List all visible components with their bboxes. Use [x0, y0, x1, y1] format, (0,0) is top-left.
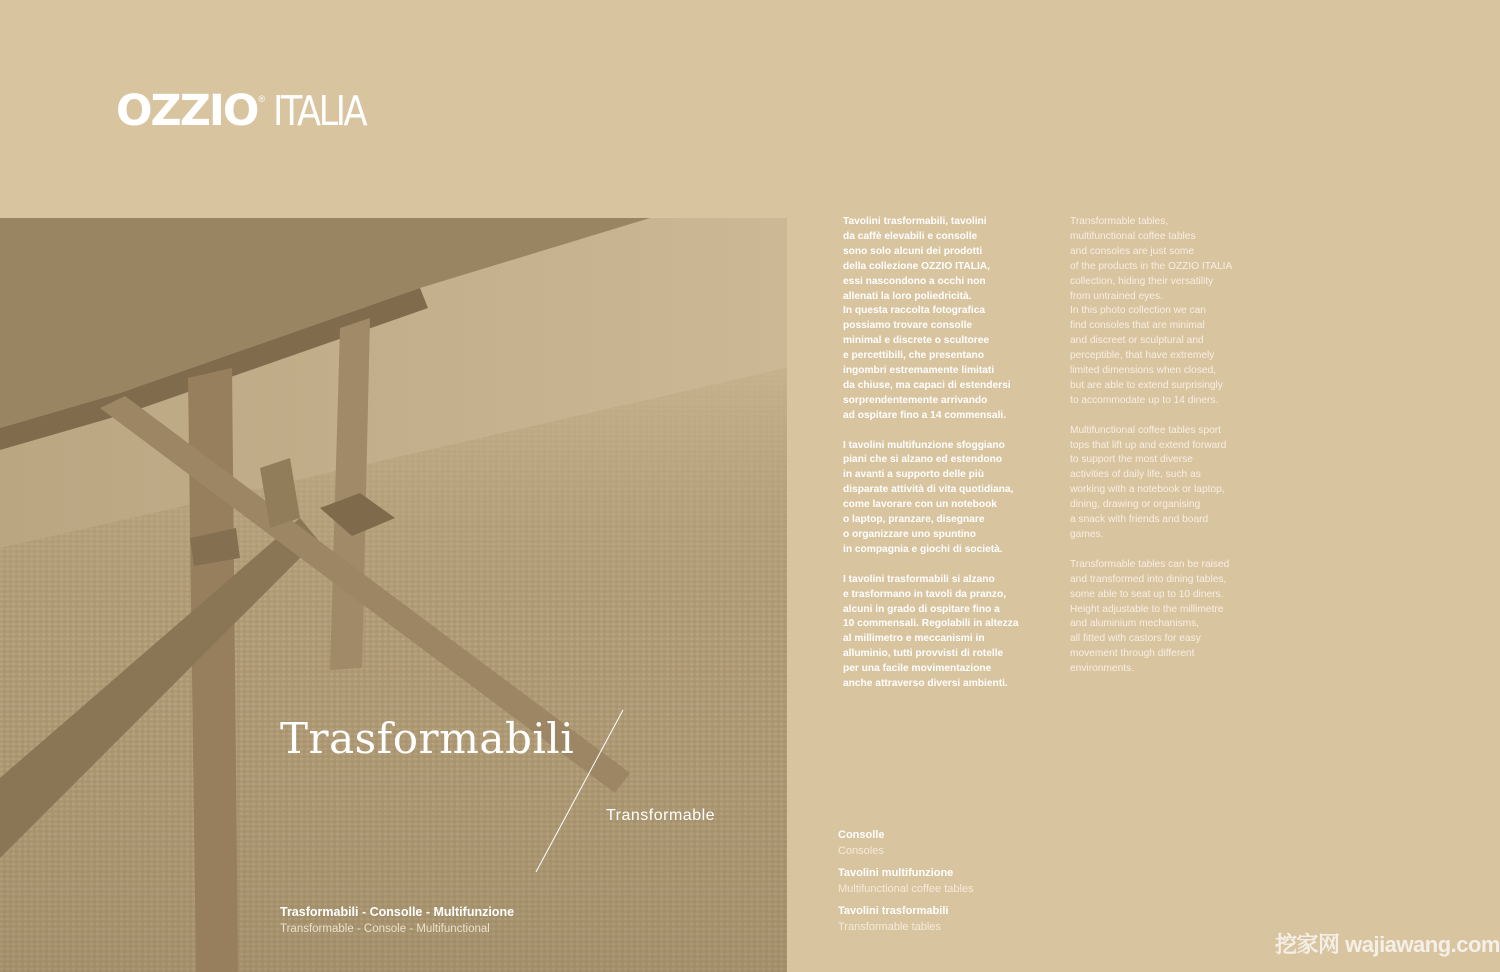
logo-registered-mark: ® — [258, 94, 266, 104]
category-label-it: Tavolini trasformabili — [838, 905, 949, 917]
paragraph-en: Transformable tables, multifunctional coffee tables and consoles are just some of the products in the OZZIO ITALIA collection, hiding their versatility from untrained eyes. In this photo collection we can find consoles that are minimal and discreet or sculptural and perceptible, that have extremely limited dimensions when closed, but are able to extend surprisingly to accommodate up to 14 diners. — [1070, 216, 1233, 406]
paragraph-en: Multifunctional coffee tables sport tops that lift up and extend forward to support the most diverse activities of daily life, such as working with a notebook or laptop, dining, drawing or organising a snack with friends and board games. — [1070, 424, 1227, 541]
hero-categories-it: Trasformabili - Consolle - Multifunzione — [280, 905, 515, 919]
hero-subtitle: Transformable — [606, 807, 716, 824]
category-label-it: Tavolini multifunzione — [838, 867, 954, 879]
table-photo-illustration — [0, 218, 787, 972]
logo-brand-name: OZZIO — [116, 86, 258, 136]
category-label-en: Transformable tables — [838, 920, 941, 933]
category-label-en: Multifunctional coffee tables — [838, 882, 974, 895]
watermark-text: 挖家网 wajiawang.com — [1275, 932, 1500, 957]
title-divider — [530, 708, 630, 878]
paragraph-it: I tavolini multifunzione sfoggiano piani che si alzano ed estendono in avanti a supporto delle più disparate attività di vita quotidiana, come lavorare con un notebook o laptop, pranzare, disegnare o organizzare uno spuntino in compagnia e giochi di società. — [843, 439, 1014, 555]
paragraph-en: Transformable tables can be raised and transformed into dining tables, some able to seat up to 10 diners. Height adjustable to the millimetre and aluminium mechanisms, all fitted with castors for easy movement through different environments. — [1070, 558, 1230, 675]
category-label-en: Consoles — [838, 844, 884, 857]
category-item — [838, 866, 974, 897]
brand-logo — [116, 86, 380, 136]
category-item — [838, 828, 974, 859]
category-label-it: Consolle — [838, 829, 885, 841]
hero-categories-en: Transformable - Console - Multifunctional — [280, 923, 490, 935]
description-english — [1070, 215, 1280, 692]
hero-photo — [0, 218, 787, 972]
hero-title: Trasformabili — [280, 714, 575, 763]
category-list — [838, 828, 974, 942]
description-italian — [843, 215, 1053, 707]
paragraph-it: I tavolini trasformabili si alzano e trasformano in tavoli da pranzo, alcuni in grado di ospitare fino a 10 commensali. Regolabili in altezza al millimetro e meccanismi in alluminio, tutti provvisti di rotelle per una facile movimentazione anche attraverso diversi ambienti. — [843, 573, 1019, 690]
category-item — [838, 904, 974, 935]
paragraph-it: Tavolini trasformabili, tavolini da caffè elevabili e consolle sono solo alcuni dei prodotti della collezione OZZIO ITALIA, essi nascondono a occhi non allenati la loro poliedricità. In questa raccolta fotografica possiamo trovare consolle minimal e discrete o scultoree e percettibili, che presentano ingombri estremamente limitati da chiuse, ma capaci di estendersi sorprendentemente arrivando ad ospitare fino a 14 commensali. — [843, 216, 1011, 421]
logo-brand-suffix: ITALIA — [273, 87, 366, 135]
